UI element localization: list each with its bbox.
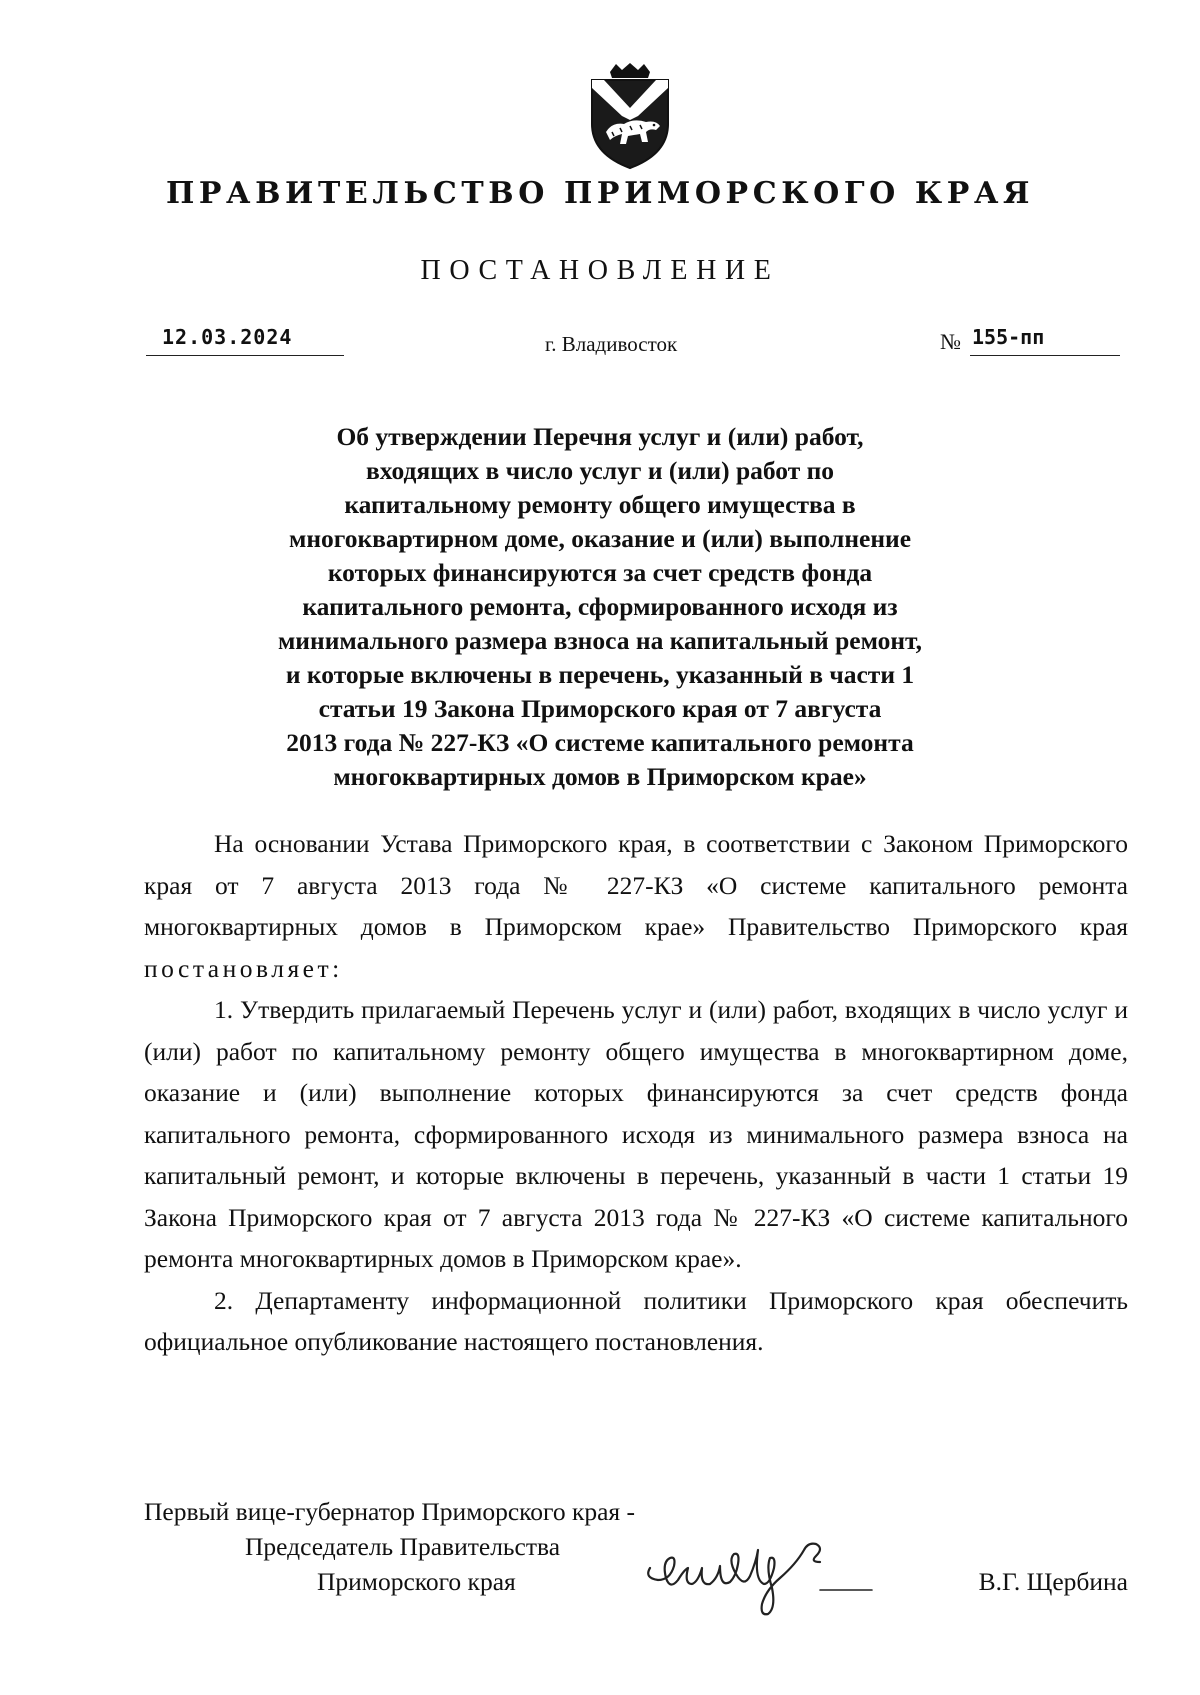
city: г. Владивосток xyxy=(545,332,678,356)
signatory-position-line-1: Первый вице-губернатор Приморского края - xyxy=(144,1497,635,1526)
subject-line: входящих в число услуг и (или) работ по xyxy=(365,456,835,485)
government-title: ПРАВИТЕЛЬСТВО ПРИМОРСКОГО КРАЯ xyxy=(165,176,1035,211)
signatory-name: В.Г. Щербина xyxy=(978,1567,1128,1596)
signatory-block xyxy=(144,1497,1128,1617)
subject-line: которых финансируются за счет средств фонда xyxy=(327,558,873,587)
subject-line: многоквартирном доме, оказание и (или) выполнение xyxy=(288,524,912,553)
subject-line: капитальному ремонту общего имущества в xyxy=(344,490,856,519)
coat-of-arms-icon xyxy=(584,62,676,172)
number-field xyxy=(940,325,1120,355)
subject-line: многоквартирных домов в Приморском крае» xyxy=(333,762,867,791)
document-subject xyxy=(250,420,950,794)
subject-line: Об утверждении Перечня услуг и (или) работ, xyxy=(336,422,864,451)
decree-word: постановляет xyxy=(144,953,333,983)
preamble-paragraph xyxy=(144,823,1128,989)
document-type: ПОСТАНОВЛЕНИЕ xyxy=(420,255,780,286)
date-field xyxy=(146,325,344,356)
preamble-colon: : xyxy=(332,953,340,983)
preamble-text: На основании Устава Приморского края, в соответствии с Законом Приморского края от 7 августа 2013 года № 227-КЗ «О системе капитального ремонта многоквартирных домов в Приморском крае» Правительство Приморского края xyxy=(144,829,1128,941)
subject-line: капитального ремонта, сформированного исходя из xyxy=(302,592,898,621)
signatory-position-line-3: Приморского края xyxy=(317,1567,516,1596)
document-body xyxy=(144,823,1128,1363)
item-1-paragraph: 1. Утвердить прилагаемый Перечень услуг и (или) работ, входящих в число услуг и (или) работ по капитальному ремонту общего имущества в многоквартирном доме, оказание и (или) выполнение которых финансируются за счет средств фонда капитального ремонта, сформированного исходя из минимального размера взноса на капитальный ремонт, и которые включены в перечень, указанный в части 1 статьи 19 Закона Приморского края от 7 августа 2013 года № 227-КЗ «О системе капитального ремонта многоквартирных домов в Приморском крае». xyxy=(144,995,1128,1273)
signatory-position-line-2: Председатель Правительства xyxy=(245,1532,561,1561)
document-date: 12.03.2024 xyxy=(162,325,293,349)
subject-line: 2013 года № 227-КЗ «О системе капитального ремонта xyxy=(286,728,914,757)
handwritten-signature-icon xyxy=(640,1528,910,1618)
subject-line: статьи 19 Закона Приморского края от 7 августа xyxy=(318,694,882,723)
item-2-paragraph: 2. Департаменту информационной политики Приморского края обеспечить официальное опубликование настоящего постановления. xyxy=(144,1285,1128,1356)
number-sign: № xyxy=(940,329,961,354)
subject-line: минимального размера взноса на капитальный ремонт, xyxy=(277,626,923,655)
document-number: 155-пп xyxy=(972,325,1045,349)
subject-line: и которые включены в перечень, указанный в части 1 xyxy=(285,660,915,689)
number-line xyxy=(970,325,1120,356)
